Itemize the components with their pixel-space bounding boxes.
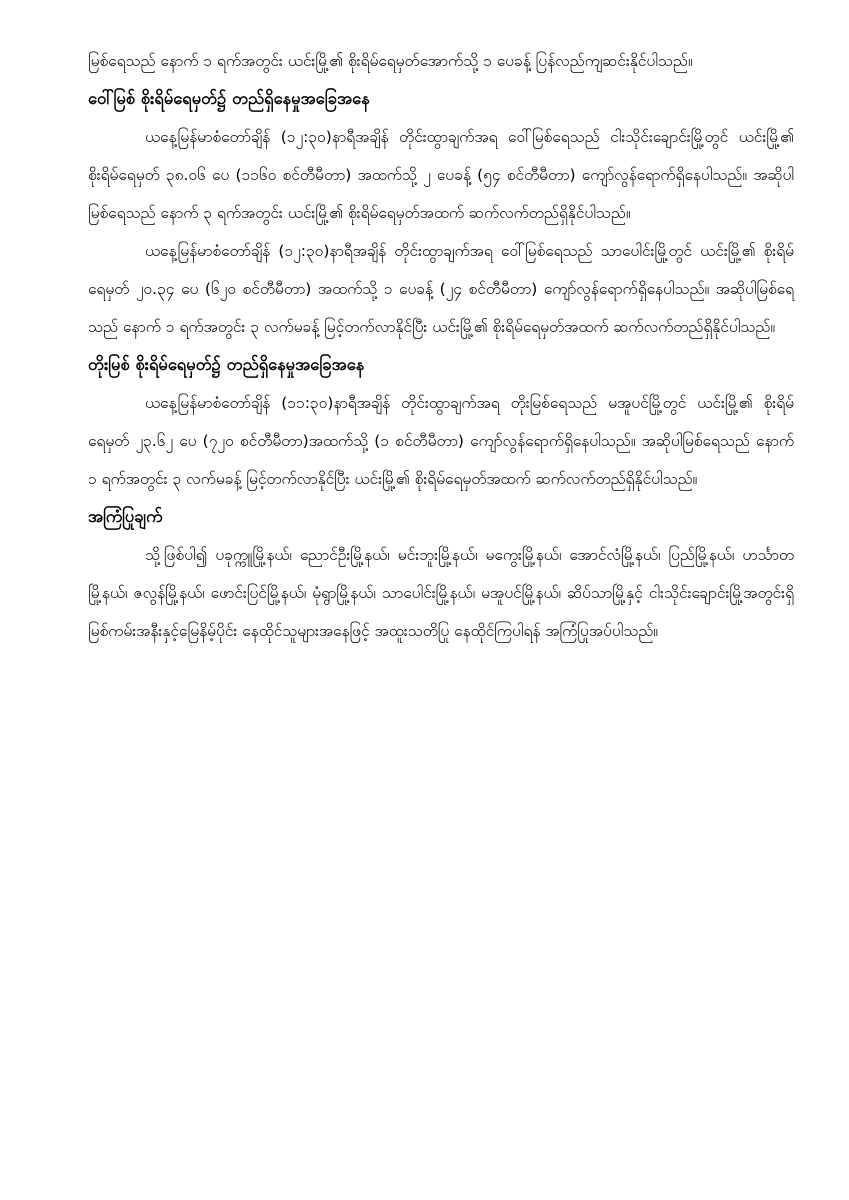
paragraph-maubin: ယနေ့မြန်မာစံတော်ချိန် (၁၁:၃၀)နာရီအချိန် တိုင်းထွာချက်အရ တိုးမြစ်ရေသည် မအူပင်မြို့တွင် ယင်းမြို့၏ စိုးရိမ်ရေမှတ် ၂၃.၆၂ ပေ (၇၂၀ စင်တီမီတာ)အထက်သို့ (၁ စင်တီမီတာ) ကျော်လွန်ရောက်ရှိနေပါသည်။ အဆိုပါမြစ်ရေသည် နောက် ၁ ရက်အတွင်း ၃ လက်မခန့် မြင့်တက်လာနိုင်ပြီး ယင်းမြို့၏ စိုးရိမ်ရေမှတ်အထက် ဆက်လက်တည်ရှိနိုင်ပါသည်။	[88, 394, 794, 488]
paragraph-thapaung: ယနေ့မြန်မာစံတော်ချိန် (၁၂:၃၀)နာရီအချိန် တိုင်းထွာချက်အရ ဝေါ်မြစ်ရေသည် သာပေါင်းမြို့တွင် ယင်းမြို့၏ စိုးရိမ်ရေမှတ် ၂၀.၃၄ ပေ (၆၂၀ စင်တီမီတာ) အထက်သို့ ၁ ပေခန့် (၂၄ စင်တီမီတာ) ကျော်လွန်ရောက်ရှိနေပါသည်။ အဆိုပါမြစ်ရေသည် နောက် ၁ ရက်အတွင်း ၃ လက်မခန့် မြင့်တက်လာနိုင်ပြီး ယင်းမြို့၏ စိုးရိမ်ရေမှတ်အထက် ဆက်လက်တည်ရှိနိုင်ပါသည်။	[88, 242, 794, 336]
intro-paragraph: မြစ်ရေသည် နောက် ၁ ရက်အတွင်း ယင်းမြို့၏ စိုးရိမ်ရေမှတ်အောက်သို့ ၁ ပေခန့် ပြန်လည်ကျဆင်းနိုင်ပါသည်။	[88, 52, 693, 70]
section-heading-toe-river: တိုးမြစ် စိုးရိမ်ရေမှတ်၌ တည်ရှိနေမှုအခြေအနေ	[88, 355, 365, 374]
section-heading-advice: အကြံပြုချက်	[88, 507, 163, 526]
paragraph-ngathaingchaung: ယနေ့မြန်မာစံတော်ချိန် (၁၂:၃၀)နာရီအချိန် တိုင်းထွာချက်အရ ဝေါ်မြစ်ရေသည် ငါးသိုင်းချောင်းမြို့တွင် ယင်းမြို့၏ စိုးရိမ်ရေမှတ် ၃၈.၀၆ ပေ (၁၁၆၀ စင်တီမီတာ) အထက်သို့ ၂ ပေခန့် (၅၄ စင်တီမီတာ) ကျော်လွန်ရောက်ရှိနေပါသည်။ အဆိုပါမြစ်ရေသည် နောက် ၃ ရက်အတွင်း ယင်းမြို့၏ စိုးရိမ်ရေမှတ်အထက် ဆက်လက်တည်ရှိနိုင်ပါသည်။	[88, 128, 794, 222]
paragraph-advice: သို့ဖြစ်ပါ၍ ပခုက္ကူမြို့နယ်၊ ညောင်ဦးမြို့နယ်၊ မင်းဘူးမြို့နယ်၊ မကွေးမြို့နယ်၊ အောင်လံမြို့နယ်၊ ပြည်မြို့နယ်၊ ဟင်္သာတမြို့နယ်၊ ဇလွန်မြို့နယ်၊ ဖောင်းပြင်မြို့နယ်၊ မုံရွာမြို့နယ်၊ သာပေါင်းမြို့နယ်၊ မအူပင်မြို့နယ်၊ ဆိပ်သာမြို့နှင့် ငါးသိုင်းချောင်းမြို့အတွင်းရှိ မြစ်ကမ်းအနီးနှင့်မြေနိမ့်ပိုင်း နေထိုင်သူများအနေဖြင့် အထူးသတိပြု နေထိုင်ကြပါရန် အကြံပြုအပ်ပါသည်။	[88, 546, 794, 640]
section-heading-wa-river: ဝေါ်မြစ် စိုးရိမ်ရေမှတ်၌ တည်ရှိနေမှုအခြေအနေ	[88, 89, 370, 108]
document-page	[88, 42, 794, 650]
